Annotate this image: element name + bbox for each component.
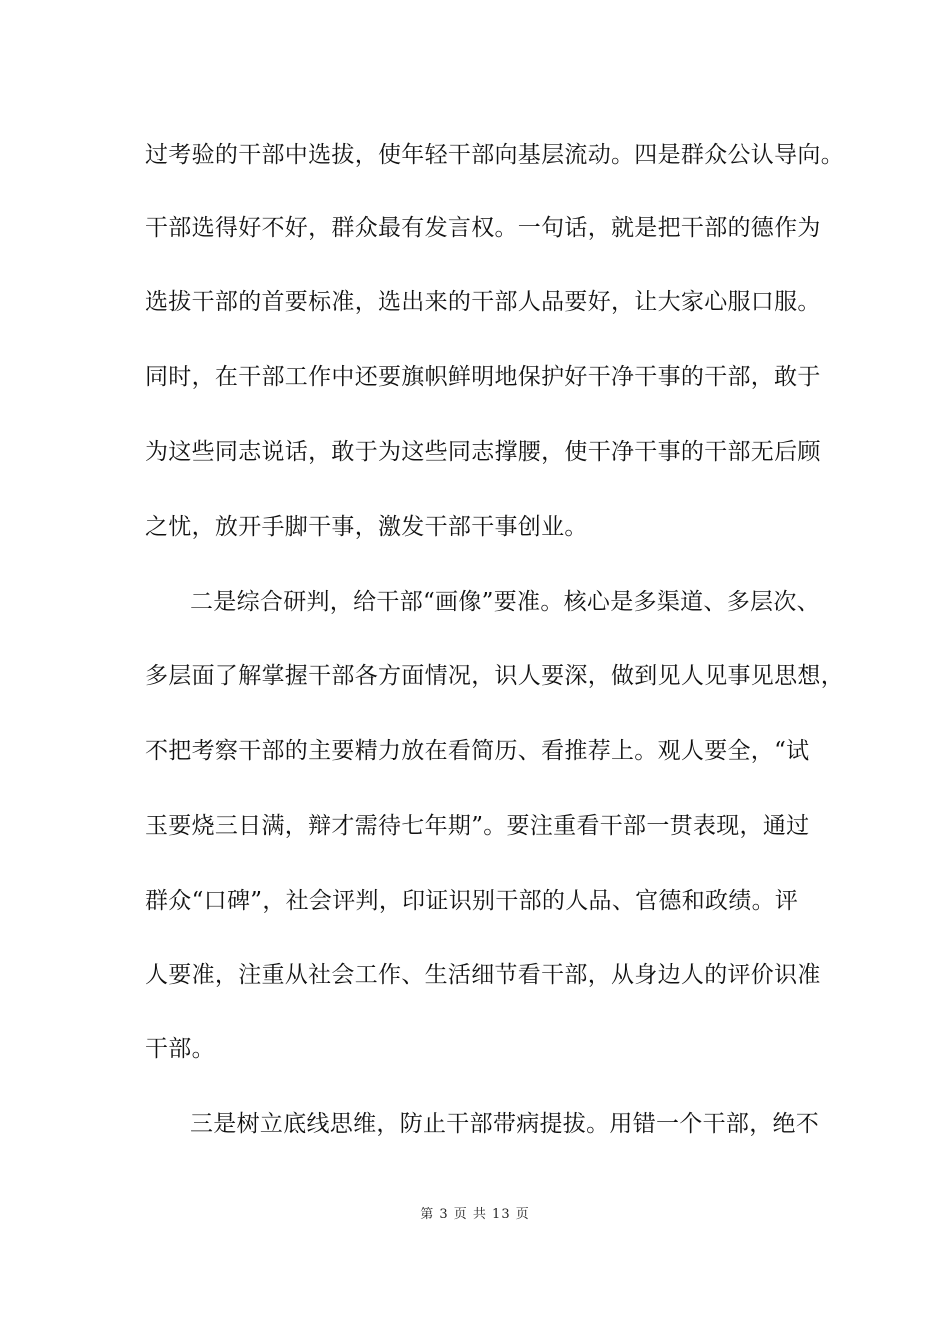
text-line-5: 为这些同志说话，敢于为这些同志撑腰，使干净干事的干部无后顾 — [145, 439, 821, 465]
paragraph-3-first-line: 三是树立底线思维，防止干部带病提拔。用错一个干部，绝不 — [190, 1111, 820, 1137]
text-line-10: 玉要烧三日满，辩才需待七年期”。要注重看干部一贯表现，通过 — [145, 813, 810, 839]
text-line-2: 干部选得好不好，群众最有发言权。一句话，就是把干部的德作为 — [145, 215, 821, 241]
text-line-3: 选拔干部的首要标准，选出来的干部人品要好，让大家心服口服。 — [145, 289, 821, 315]
text-line-1: 过考验的干部中选拔，使年轻干部向基层流动。四是群众公认导向。 — [145, 142, 844, 168]
text-line-13: 干部。 — [145, 1036, 215, 1062]
text-line-11: 群众“口碑”，社会评判，印证识别干部的人品、官德和政绩。评 — [145, 888, 799, 914]
text-line-6: 之忧，放开手脚干事，激发干部干事创业。 — [145, 514, 588, 540]
page-number-footer: 第 3 页 共 13 页 — [420, 1207, 530, 1222]
paragraph-2-first-line: 二是综合研判，给干部“画像”要准。核心是多渠道、多层次、 — [190, 589, 820, 615]
text-line-4: 同时，在干部工作中还要旗帜鲜明地保护好干净干事的干部，敢于 — [145, 364, 821, 390]
text-line-9: 不把考察干部的主要精力放在看简历、看推荐上。观人要全，“试 — [145, 738, 810, 764]
text-line-12: 人要准，注重从社会工作、生活细节看干部，从身边人的评价识准 — [145, 962, 821, 988]
text-line-8: 多层面了解掌握干部各方面情况，识人要深，做到见人见事见思想， — [145, 663, 844, 689]
